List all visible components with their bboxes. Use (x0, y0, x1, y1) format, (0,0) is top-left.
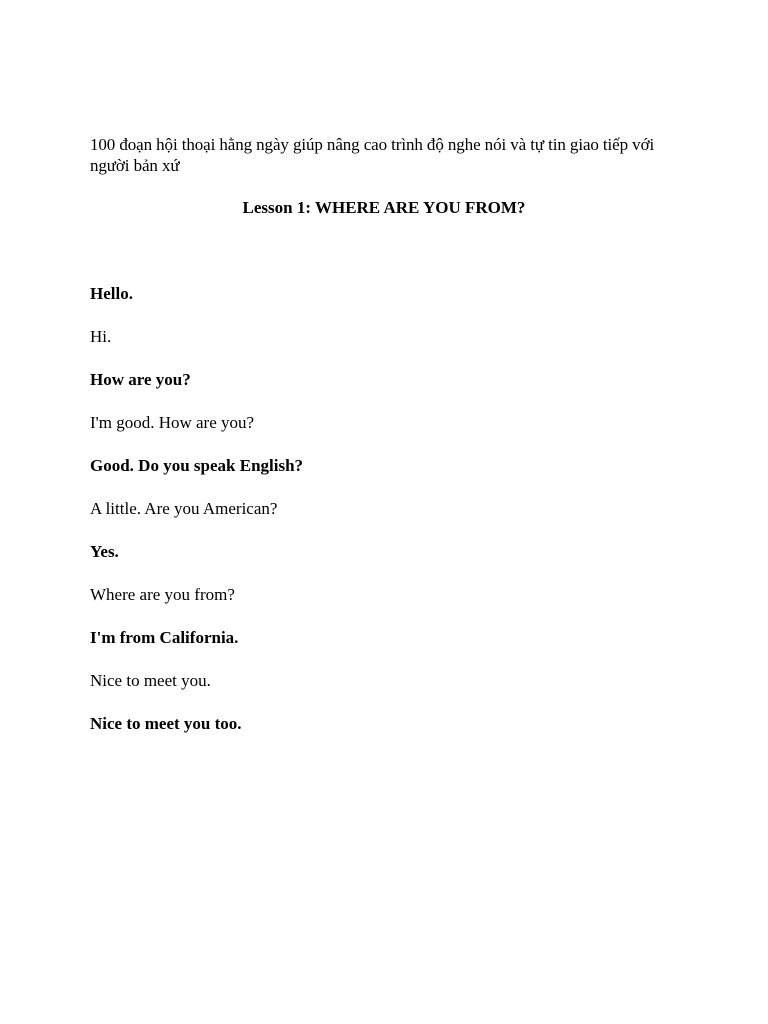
dialogue-line: Good. Do you speak English? (90, 456, 304, 475)
dialogue-line: Nice to meet you. (90, 671, 211, 690)
dialogue-line: Hello. (90, 284, 133, 303)
dialogue-line: Hi. (90, 327, 112, 346)
dialogue-line: A little. Are you American? (90, 499, 278, 518)
dialogue-line: Yes. (90, 542, 119, 561)
lesson-title: Lesson 1: WHERE ARE YOU FROM? (242, 198, 526, 217)
dialogue-line: I'm good. How are you? (90, 413, 255, 432)
dialogue-line: How are you? (90, 370, 191, 389)
dialogue-list (90, 283, 690, 756)
dialogue-line: Nice to meet you too. (90, 714, 242, 733)
dialogue-line: I'm from California. (90, 628, 239, 647)
dialogue-line: Where are you from? (90, 585, 235, 604)
intro-paragraph: 100 đoạn hội thoại hằng ngày giúp nâng cao trình độ nghe nói và tự tin giao tiếp với người bản xứ (90, 135, 655, 175)
